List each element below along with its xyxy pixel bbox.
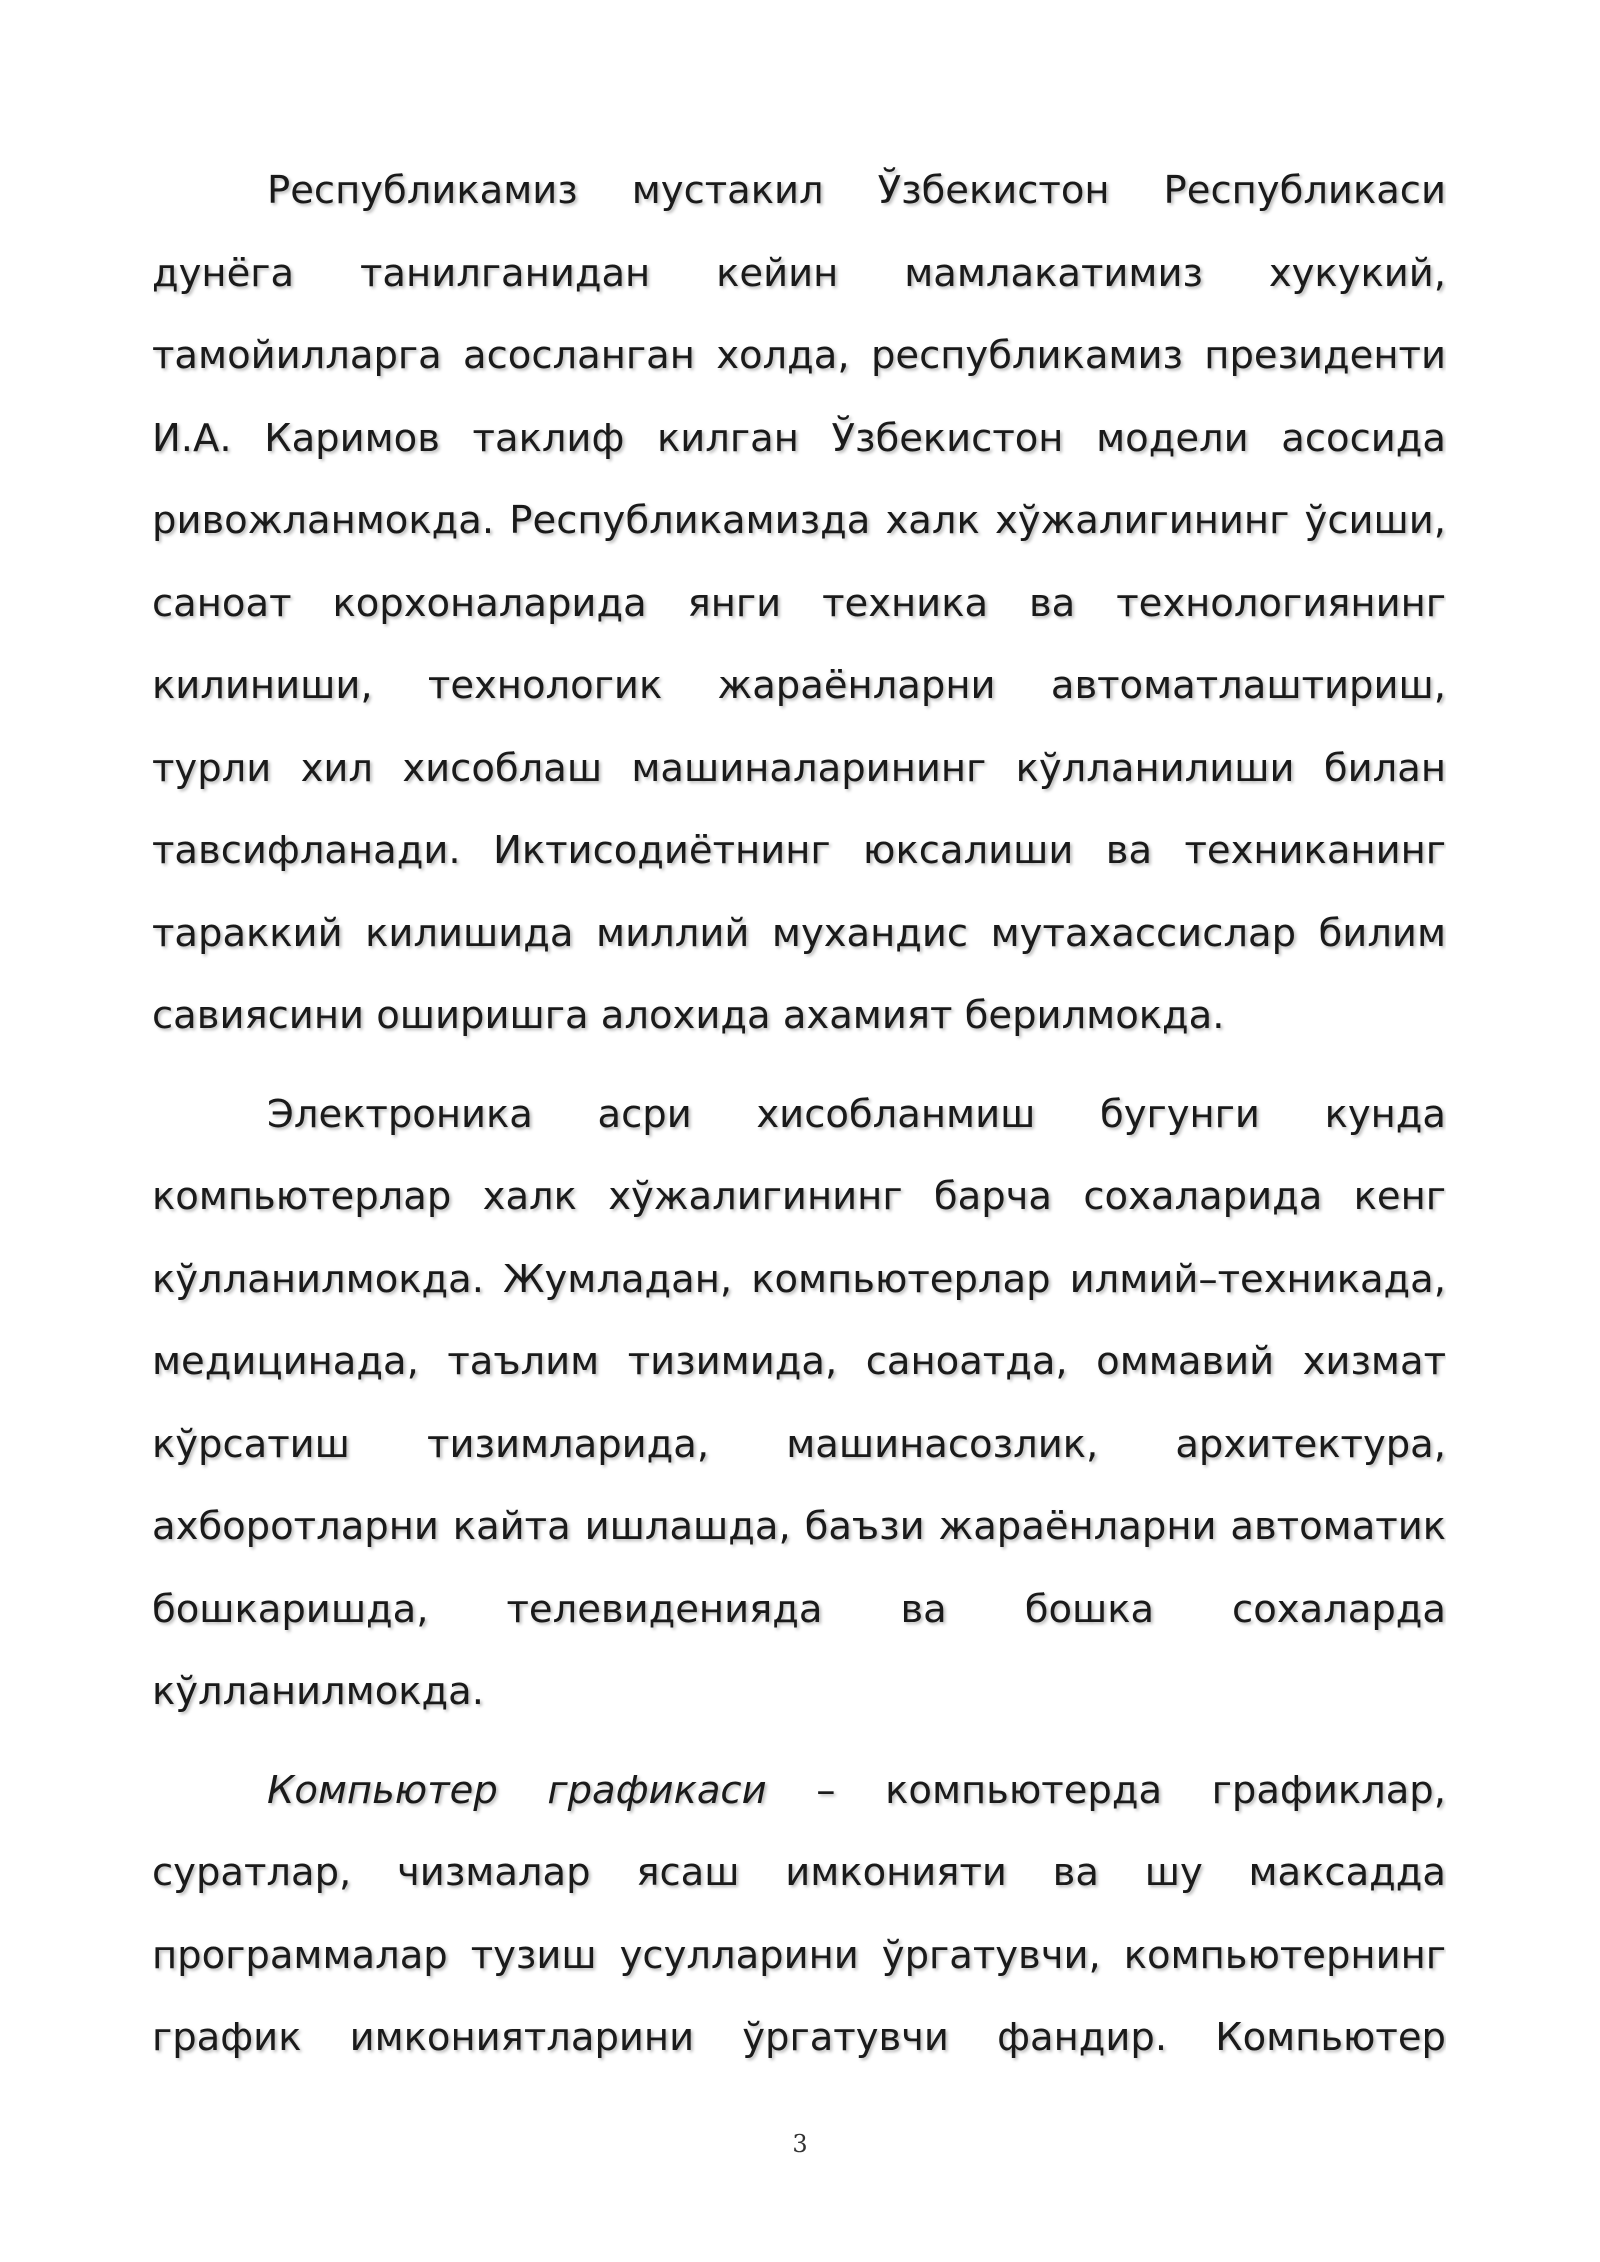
text-line: кўлланилмокда. Жумладан, компьютерлар илмий–техникада, <box>152 1256 1446 1302</box>
text-line: килиниши, технологик жараёнларни автоматлаштириш, <box>152 663 1446 708</box>
text-line: Электроника асри хисобланмиш бугунги кунда <box>267 1091 1446 1137</box>
text-line: медицинада, таълим тизимида, саноатда, оммавий хизмат <box>152 1339 1446 1384</box>
italic-term: Компьютер графикаси <box>267 1767 767 1813</box>
text-line: суратлар, чизмалар ясаш имконияти ва шу максадда <box>152 1850 1446 1895</box>
text-line: тараккий килишида миллий мухандис мутахассислар билим <box>152 910 1446 956</box>
text-line: Республикамиз мустакил Ўзбекистон Республикаси <box>267 168 1446 213</box>
paragraph-2 <box>152 1074 1446 1734</box>
body-text <box>152 150 1446 2096</box>
text-line: дунёга танилганидан кейин мамлакатимиз хукукий, <box>152 250 1446 296</box>
text-line: бошкаришда, телевиденияда ва бошка сохаларда <box>152 1586 1446 1632</box>
text-line: савиясини оширишга алохида ахамият берилмокда. <box>152 993 1225 1038</box>
page-number: 3 <box>792 2130 808 2158</box>
text-line: саноат корхоналарида янги техника ва технологиянинг <box>152 580 1446 626</box>
text-line: тавсифланади. Иктисодиётнинг юксалиши ва техниканинг <box>152 828 1446 873</box>
text-line: программалар тузиш усулларини ўргатувчи, компьютернинг <box>152 1932 1446 1978</box>
text-fragment: – компьютерда графиклар, <box>816 1767 1446 1813</box>
text-line <box>152 1750 1446 1833</box>
text-line: кўлланилмокда. <box>152 1669 484 1714</box>
text-line: график имкониятларини ўргатувчи фандир. Компьютер <box>152 2015 1446 2060</box>
paragraph-1 <box>152 150 1446 1058</box>
text-line: И.А. Каримов таклиф килган Ўзбекистон модели асосида <box>152 415 1446 461</box>
text-line: турли хил хисоблаш машиналарининг кўлланилиши билан <box>152 745 1446 791</box>
text-line: компьютерлар халк хўжалигининг барча сохаларида кенг <box>152 1174 1446 1219</box>
text-line: тамойилларга асосланган холда, республикамиз президенти <box>152 333 1446 378</box>
text-line: ахборотларни кайта ишлашда, баъзи жараёнларни автоматик <box>152 1504 1446 1549</box>
text-line: кўрсатиш тизимларида, машинасозлик, архитектура, <box>152 1421 1446 1467</box>
paragraph-3 <box>152 1750 1446 2080</box>
text-line: ривожланмокда. Республикамизда халк хўжалигининг ўсиши, <box>152 498 1446 543</box>
